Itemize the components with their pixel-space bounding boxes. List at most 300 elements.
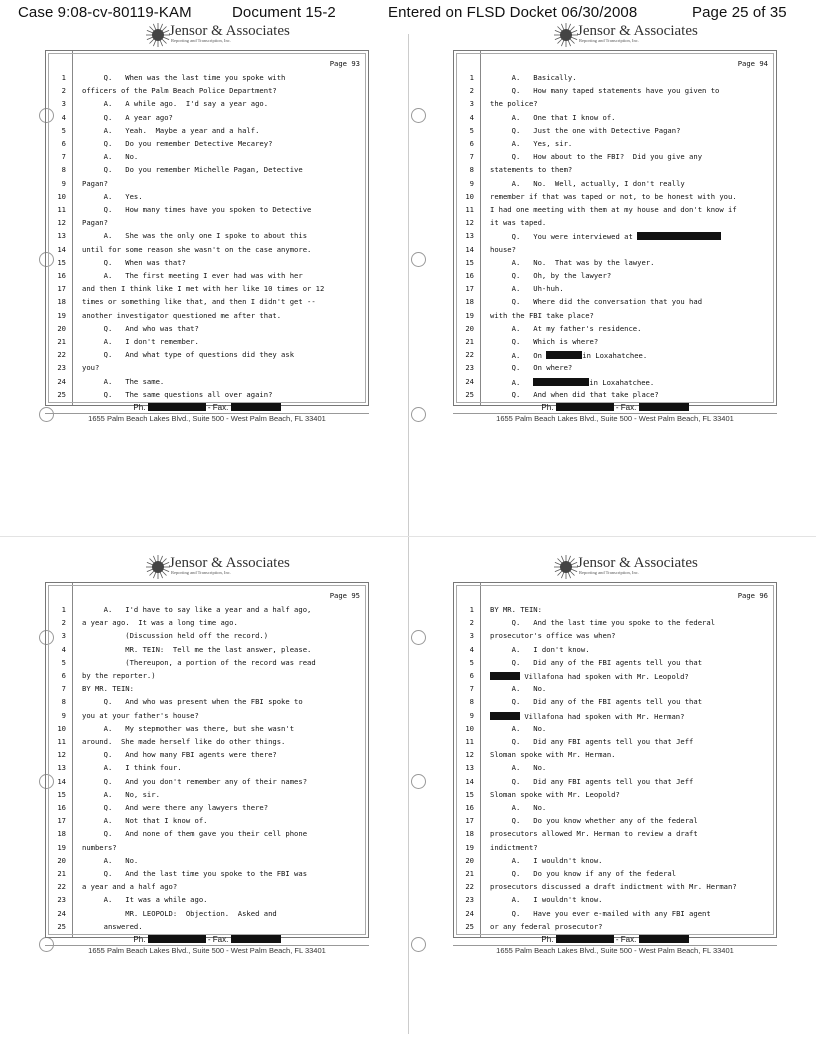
line-number: 13 — [57, 231, 66, 241]
line-number-gutter — [480, 51, 481, 405]
line-number: 6 — [469, 139, 474, 148]
line-number: 19 — [57, 842, 66, 852]
fax-label: - Fax. — [615, 935, 637, 944]
firm-tagline: Reporting and Transcription, Inc. — [171, 38, 231, 43]
line-number: 12 — [57, 750, 66, 760]
transcript-page — [445, 22, 783, 423]
line-number: 17 — [465, 284, 474, 294]
transcript-line-text: Q. How about to the FBI? Did you give any — [490, 152, 703, 162]
phone-redaction — [556, 403, 614, 411]
transcript-page-number: Page 93 — [329, 59, 360, 68]
transcript-line — [490, 725, 546, 733]
line-number-gutter — [72, 583, 73, 937]
fax-label: - Fax. — [207, 935, 229, 944]
transcript-line-text: A. She was the only one I spoke to about this — [82, 231, 308, 241]
transcript-line-text: A. No. — [490, 723, 547, 733]
transcript-line-text: Q. Did any of the FBI agents tell you that — [490, 697, 703, 707]
transcript-line-text: A. No. — [82, 855, 139, 865]
transcript-line — [82, 659, 316, 667]
transcript-line-text: Q. Do you know if any of the federal — [490, 869, 677, 878]
transcript-line — [490, 764, 546, 772]
firm-tagline: Reporting and Transcription, Inc. — [579, 38, 639, 43]
firm-footer — [453, 935, 777, 957]
firm-address: 1655 Palm Beach Lakes Blvd., Suite 500 - West Palm Beach, FL 33401 — [453, 945, 777, 956]
transcript-line-text: A. No. — [490, 684, 547, 694]
line-number: 9 — [61, 710, 66, 720]
transcript-line-text: Q. Which is where? — [490, 337, 599, 346]
fax-redaction — [231, 403, 281, 411]
line-number: 2 — [61, 618, 66, 628]
transcript-line — [490, 114, 616, 122]
transcript-line-text: A. I don't know. — [490, 644, 590, 654]
line-number: 10 — [465, 723, 474, 733]
transcript-line — [490, 791, 620, 799]
transcript-line — [82, 298, 316, 306]
fax-label: - Fax. — [207, 403, 229, 412]
transcript-line-text: and then I think like I met with her like 10 times or 12 — [82, 284, 325, 294]
docket-entry: Entered on FLSD Docket 06/30/2008 — [388, 4, 638, 21]
transcript-line — [82, 870, 307, 878]
line-number: 18 — [465, 297, 474, 307]
transcript-line — [82, 910, 277, 918]
transcript-line-text: A. Yes. — [82, 191, 143, 201]
transcript-line — [82, 312, 281, 320]
transcript-line-text: MR. TEIN: Tell me the last answer, please. — [82, 644, 312, 654]
transcript-line — [490, 619, 715, 627]
transcript-line-text: A. I don't remember. — [82, 337, 199, 346]
transcript-line — [82, 166, 303, 174]
transcript-line-text: A. No. — [490, 763, 547, 773]
line-number: 11 — [465, 205, 474, 214]
firm-name: Jensor & Associates — [577, 555, 698, 571]
firm-address: 1655 Palm Beach Lakes Blvd., Suite 500 - West Palm Beach, FL 33401 — [45, 413, 369, 424]
transcript-line-text: you at your father's house? — [82, 710, 199, 720]
line-number: 22 — [57, 882, 66, 892]
phone-label: Ph. — [541, 403, 554, 412]
transcript-line-text: A. Yeah. Maybe a year and a half. — [82, 125, 260, 135]
transcript-page-number: Page 95 — [329, 591, 360, 600]
contact-line — [45, 935, 369, 945]
fax-label: - Fax. — [615, 403, 637, 412]
transcript-line — [490, 817, 698, 825]
transcript-line — [490, 272, 611, 280]
transcript-line — [82, 338, 199, 346]
transcript-line-text: prosecutors allowed Mr. Herman to review a draft — [490, 829, 698, 839]
transcript-line — [82, 153, 138, 161]
line-number: 17 — [57, 284, 66, 294]
transcript-box — [453, 582, 777, 938]
transcript-line-text: Sloman spoke with Mr. Herman. — [490, 750, 616, 760]
transcript-line — [82, 817, 208, 825]
transcript-line — [490, 312, 594, 320]
transcript-line — [82, 844, 117, 852]
line-number: 11 — [57, 737, 66, 746]
line-number: 8 — [469, 165, 474, 175]
transcript-line-text: (Discussion held off the record.) — [82, 631, 269, 641]
transcript-line-text: Q. And you don't remember any of their names? — [82, 776, 308, 786]
transcript-line-text: remember if that was taped or not, to be honest with you. — [490, 191, 737, 201]
firm-tagline: Reporting and Transcription, Inc. — [171, 570, 231, 575]
line-number: 17 — [465, 816, 474, 826]
line-number: 21 — [57, 337, 66, 346]
transcript-line — [82, 764, 182, 772]
line-number: 25 — [465, 389, 474, 399]
starburst-logo-icon — [553, 554, 579, 580]
transcript-line — [490, 646, 590, 654]
transcript-line — [82, 100, 268, 108]
transcript-line-text: officers of the Palm Beach Police Department? — [82, 86, 277, 96]
transcript-line-text: BY MR. TEIN: — [82, 684, 134, 694]
transcript-box — [45, 50, 369, 406]
line-number: 5 — [61, 657, 66, 667]
transcript-line — [82, 180, 108, 188]
transcript-line — [490, 632, 616, 640]
line-number: 8 — [61, 165, 66, 175]
transcript-line — [490, 74, 577, 82]
transcript-line — [82, 896, 208, 904]
line-number: 12 — [465, 218, 474, 228]
line-number: 6 — [61, 139, 66, 148]
line-number: 11 — [57, 205, 66, 214]
transcript-line — [490, 606, 542, 614]
transcript-line-continuation: Villafona had spoken with Mr. Leopold? — [520, 672, 689, 681]
binder-hole — [411, 407, 426, 422]
line-number: 22 — [465, 350, 474, 360]
transcript-line — [82, 364, 99, 372]
transcript-line-text: or any federal prosecutor? — [490, 921, 603, 931]
line-number: 16 — [57, 803, 66, 812]
transcript-line-text: house? — [490, 244, 516, 254]
transcript-line-text: Q. And the last time you spoke to the federal — [490, 618, 716, 628]
binder-hole — [411, 774, 426, 789]
transcript-line-text: A. Not that I know of. — [82, 816, 208, 826]
transcript-line-text: Pagan? — [82, 178, 108, 188]
phone-redaction — [148, 403, 206, 411]
line-number: 4 — [61, 644, 66, 654]
transcript-line — [82, 738, 285, 746]
line-number: 1 — [469, 73, 474, 82]
transcript-line — [490, 325, 641, 333]
line-number: 24 — [465, 376, 474, 386]
redaction-block — [546, 351, 582, 359]
transcript-line — [490, 364, 572, 372]
line-number: 18 — [57, 829, 66, 839]
line-number: 9 — [469, 178, 474, 188]
transcript-line-text: A. Uh-huh. — [490, 284, 564, 294]
transcript-line-text: Q. And when did that take place? — [490, 389, 659, 399]
transcript-line-text: numbers? — [82, 842, 117, 852]
line-number: 15 — [57, 789, 66, 799]
transcript-line-text: Pagan? — [82, 218, 108, 228]
line-number: 25 — [465, 921, 474, 931]
transcript-line-text: Q. And who was present when the FBI spoke to — [82, 697, 303, 707]
transcript-line-text: Q. Did any FBI agents tell you that Jeff — [490, 737, 694, 746]
line-number: 15 — [57, 257, 66, 267]
line-number: 16 — [465, 271, 474, 280]
line-number: 14 — [465, 244, 474, 254]
transcript-line — [490, 285, 564, 293]
transcript-line — [490, 778, 693, 786]
transcript-line — [490, 883, 737, 891]
transcript-line-continuation: in Loxahatchee. — [582, 351, 648, 361]
docket-header — [0, 4, 816, 24]
line-number: 1 — [61, 73, 66, 82]
transcript-line-text: you? — [82, 363, 100, 373]
transcript-line — [82, 232, 307, 240]
firm-address: 1655 Palm Beach Lakes Blvd., Suite 500 - West Palm Beach, FL 33401 — [45, 945, 369, 956]
transcript-line-text: A. I think four. — [82, 763, 182, 773]
transcript-line — [490, 830, 698, 838]
phone-redaction — [556, 935, 614, 943]
transcript-line-text: A. No. That was by the lawyer. — [490, 257, 655, 267]
line-number: 20 — [57, 323, 66, 333]
line-number: 4 — [469, 112, 474, 122]
line-number: 14 — [57, 244, 66, 254]
transcript-line — [490, 193, 737, 201]
transcript-line-text: A. No. — [82, 152, 139, 162]
redaction-block — [490, 712, 520, 720]
transcript-line-text: A. Basically. — [490, 73, 577, 82]
line-number: 10 — [57, 723, 66, 733]
redaction-block — [533, 378, 589, 386]
transcript-line — [82, 685, 134, 693]
line-number: 7 — [61, 684, 66, 694]
line-number: 2 — [61, 86, 66, 96]
transcript-line — [82, 698, 303, 706]
transcript-line — [82, 791, 160, 799]
line-number: 17 — [57, 816, 66, 826]
transcript-line-text: Q. And were there any lawyers there? — [82, 803, 269, 812]
line-number: 1 — [469, 605, 474, 614]
transcript-box — [45, 582, 369, 938]
transcript-line-text: A. I'd have to say like a year and a half ago, — [82, 605, 312, 614]
transcript-line — [490, 738, 693, 746]
transcript-line — [490, 659, 702, 667]
line-number: 15 — [465, 257, 474, 267]
transcript-line-text: Q. A year ago? — [82, 112, 173, 122]
line-number: 2 — [469, 86, 474, 96]
transcript-line-text: Q. Do you remember Michelle Pagan, Detective — [82, 165, 303, 175]
firm-name: Jensor & Associates — [577, 23, 698, 39]
transcript-line-text: Q. And who was that? — [82, 323, 199, 333]
transcript-line — [82, 325, 199, 333]
line-number: 7 — [61, 152, 66, 162]
line-number: 15 — [465, 789, 474, 799]
transcript-line — [490, 87, 719, 95]
transcript-line — [82, 672, 156, 680]
line-number: 12 — [465, 750, 474, 760]
transcript-line-text: Q. Did any FBI agents tell you that Jeff — [490, 776, 694, 786]
binder-hole — [411, 108, 426, 123]
firm-tagline: Reporting and Transcription, Inc. — [579, 570, 639, 575]
line-number: 22 — [465, 882, 474, 892]
transcript-line-text: statements to them? — [490, 165, 573, 175]
binder-hole — [411, 937, 426, 952]
line-number: 23 — [57, 895, 66, 905]
transcript-line — [490, 857, 603, 865]
transcript-page — [37, 22, 375, 423]
transcript-line-text: until for some reason she wasn't on the case anymore. — [82, 244, 312, 254]
transcript-line-text: Q. On where? — [490, 363, 573, 373]
transcript-line — [82, 74, 285, 82]
fax-redaction — [639, 935, 689, 943]
line-number: 9 — [61, 178, 66, 188]
transcript-line — [490, 153, 702, 161]
transcript-line-text: A. At my father's residence. — [490, 323, 642, 333]
starburst-logo-icon — [145, 554, 171, 580]
transcript-line — [490, 391, 659, 399]
page-count: Page 25 of 35 — [692, 4, 787, 21]
line-number: 12 — [57, 218, 66, 228]
transcript-line-text: Q. Do you know whether any of the federal — [490, 816, 698, 826]
contact-line — [45, 403, 369, 413]
line-number: 25 — [57, 389, 66, 399]
transcript-page-number: Page 94 — [737, 59, 768, 68]
transcript-line-text: A. The first meeting I ever had was with her — [82, 271, 303, 280]
line-number: 21 — [57, 869, 66, 878]
line-number: 23 — [465, 363, 474, 373]
transcript-line — [490, 672, 689, 681]
phone-label: Ph. — [133, 403, 146, 412]
transcript-line-text: A. Yes, sir. — [490, 139, 573, 148]
line-number: 23 — [57, 363, 66, 373]
transcript-line-text: Q. And none of them gave you their cell phone — [82, 829, 308, 839]
transcript-line-continuation: Villafona had spoken with Mr. Herman? — [520, 711, 685, 721]
transcript-line — [490, 206, 737, 214]
transcript-line — [82, 127, 259, 135]
transcript-line-text: Q. How many taped statements have you given to — [490, 86, 720, 96]
transcript-line-text: a year and a half ago? — [82, 882, 178, 892]
firm-footer — [453, 403, 777, 425]
transcript-line-text: Q. Do you remember Detective Mecarey? — [82, 139, 273, 148]
transcript-line-text: Q. Have you ever e-mailed with any FBI agent — [490, 908, 711, 918]
transcript-line-text: Q. Oh, by the lawyer? — [490, 271, 612, 280]
transcript-line — [82, 830, 307, 838]
transcript-line-text: Q. How many times have you spoken to Detective — [82, 205, 312, 214]
transcript-line-text: A. — [490, 377, 534, 387]
transcript-line — [490, 685, 546, 693]
line-number: 19 — [465, 310, 474, 320]
line-number: 13 — [465, 231, 474, 241]
transcript-page — [445, 554, 783, 955]
transcript-line — [490, 804, 546, 812]
transcript-line-text: A. It was a while ago. — [82, 895, 208, 905]
transcript-line — [82, 619, 238, 627]
transcript-line — [82, 778, 307, 786]
line-number: 21 — [465, 869, 474, 878]
transcript-line — [82, 632, 268, 640]
fax-redaction — [639, 403, 689, 411]
transcript-line-text: (Thereupon, a portion of the record was read — [82, 657, 316, 667]
transcript-line — [490, 166, 572, 174]
transcript-line-text: prosecutor's office was when? — [490, 631, 616, 641]
transcript-line — [82, 391, 272, 399]
transcript-line — [490, 219, 546, 227]
line-number: 24 — [465, 908, 474, 918]
line-number: 20 — [465, 323, 474, 333]
transcript-line-text: with the FBI take place? — [490, 310, 594, 320]
line-number: 23 — [465, 895, 474, 905]
transcript-line-text: A. A while ago. I'd say a year ago. — [82, 99, 269, 109]
transcript-line — [82, 378, 164, 386]
transcript-line — [82, 923, 143, 931]
phone-label: Ph. — [133, 935, 146, 944]
transcript-line — [490, 896, 603, 904]
line-number: 10 — [465, 191, 474, 201]
transcript-line — [490, 100, 538, 108]
transcript-line — [490, 246, 516, 254]
transcript-line-text: the police? — [490, 99, 538, 109]
line-number: 18 — [465, 829, 474, 839]
transcript-line — [490, 870, 676, 878]
transcript-line — [82, 206, 311, 214]
transcript-line — [490, 127, 680, 135]
line-number-gutter — [72, 51, 73, 405]
transcript-box — [453, 50, 777, 406]
line-number: 25 — [57, 921, 66, 931]
line-number: 5 — [469, 657, 474, 667]
line-number: 24 — [57, 908, 66, 918]
transcript-line — [82, 285, 324, 293]
line-number: 2 — [469, 618, 474, 628]
transcript-line — [490, 844, 538, 852]
transcript-line — [490, 259, 654, 267]
transcript-line-text: A. My stepmother was there, but she wasn't — [82, 723, 295, 733]
line-number: 8 — [61, 697, 66, 707]
line-number: 7 — [469, 152, 474, 162]
line-number: 6 — [61, 671, 66, 680]
transcript-line-text: Q. The same questions all over again? — [82, 389, 273, 399]
starburst-logo-icon — [553, 22, 579, 48]
transcript-line — [490, 698, 702, 706]
transcript-line-text: answered. — [82, 921, 143, 931]
line-number: 24 — [57, 376, 66, 386]
transcript-line-text: it was taped. — [490, 218, 547, 228]
binder-hole — [411, 252, 426, 267]
transcript-line-text: times or something like that, and then I didn't get -- — [82, 297, 316, 307]
transcript-line-text: BY MR. TEIN: — [490, 605, 542, 614]
transcript-line — [82, 140, 272, 148]
line-number: 16 — [465, 803, 474, 812]
transcript-line — [490, 923, 603, 931]
vertical-fold-line — [408, 34, 409, 1034]
firm-logo — [145, 554, 325, 580]
starburst-logo-icon — [145, 22, 171, 48]
document-number: Document 15-2 — [232, 4, 336, 21]
transcript-line — [82, 857, 138, 865]
transcript-line-text: Q. When was the last time you spoke with — [82, 73, 286, 82]
contact-line — [453, 935, 777, 945]
line-number: 10 — [57, 191, 66, 201]
transcript-line-text: Q. And how many FBI agents were there? — [82, 750, 277, 760]
transcript-line — [490, 232, 721, 241]
transcript-line-text: by the reporter.) — [82, 671, 156, 680]
line-number: 22 — [57, 350, 66, 360]
transcript-line — [82, 751, 277, 759]
line-number: 3 — [469, 99, 474, 109]
redaction-block — [490, 672, 520, 680]
line-number: 8 — [469, 697, 474, 707]
line-number: 19 — [57, 310, 66, 320]
redaction-block — [637, 232, 721, 240]
binder-hole — [411, 630, 426, 645]
line-number: 18 — [57, 297, 66, 307]
firm-footer — [45, 403, 369, 425]
transcript-line-text: A. No, sir. — [82, 789, 160, 799]
transcript-line — [82, 725, 294, 733]
transcript-line — [490, 751, 616, 759]
line-number: 20 — [465, 855, 474, 865]
